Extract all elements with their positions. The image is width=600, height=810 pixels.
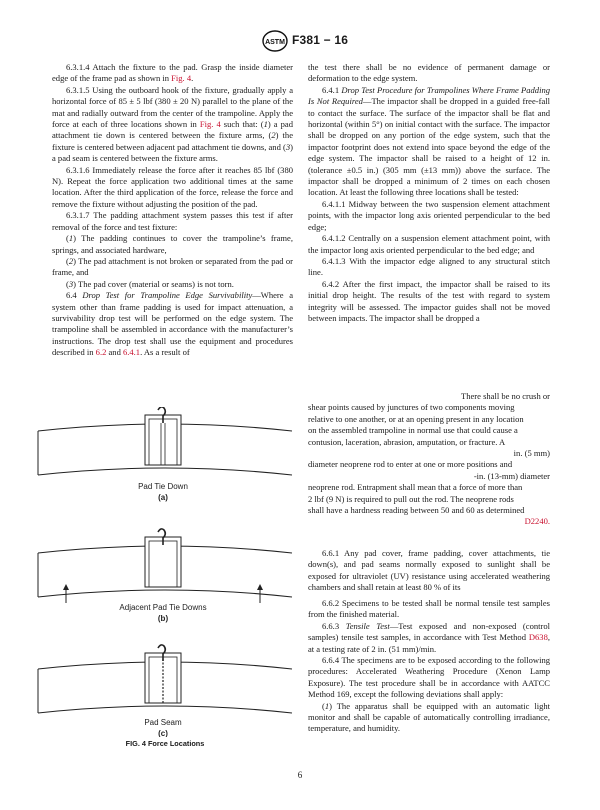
- paragraph: [52, 290, 293, 358]
- text-run: 6.4.1.2 Centrally on a suspension element attachment point, with the impactor long axis oriented perpendicular to the bed edge; and: [308, 233, 550, 255]
- text-run: (: [66, 278, 69, 289]
- paragraph: [308, 199, 550, 233]
- italic-text: 2: [68, 255, 74, 266]
- text-run: 6.4.1.3 With the impactor edge aligned to any structural stitch line.: [308, 255, 550, 278]
- paragraph: [308, 621, 550, 655]
- paragraph: [52, 233, 293, 256]
- right-column-top: [308, 62, 550, 324]
- text-run: ) the fixture is centered between adjacent pad attachment tie downs, and (: [52, 130, 293, 152]
- paragraph: [308, 655, 550, 701]
- right-column-bottom: [308, 598, 550, 735]
- text-run: ) The apparatus shall be equipped with an automatic light monitor and shall be capable of automatically controlling irradiance, temperature, and humidity.: [308, 700, 550, 734]
- panel-a: [38, 407, 292, 502]
- text-run: —Where a system other than frame padding is used for impact attenuation, a survivability drop test will be performed on the edge system. The trampoline shall be assembled in accordance with the manufacturer’s instructions. The drop test shall use the equipment and procedures described in: [52, 290, 293, 358]
- text-run: 6.6.4 The specimens are to be exposed according to the following procedures: Accelerated Weathering Procedure (Xenon Lamp Exposure). The test procedure shall be in accordance with AATCC Method 169, except the following deviations shall apply:: [308, 655, 550, 700]
- cross-reference-link[interactable]: Fig. 4: [199, 119, 221, 130]
- paragraph: [308, 85, 550, 199]
- text-line: contusion, laceration, abrasion, amputation, or fracture. A: [308, 436, 506, 447]
- cross-reference-link[interactable]: 6.2: [95, 347, 107, 358]
- italic-text: Drop Test Procedure for Trampolines Where Frame Padding Is Not Required: [308, 84, 550, 107]
- text-run: 6.4.1.1 Midway between the two suspension element attachment points, with the impactor long axis oriented perpendicular to the bed edge;: [308, 198, 550, 232]
- text-line: neoprene rod. Entrapment shall mean that a force of more than: [308, 482, 523, 493]
- text-run: .: [191, 73, 194, 84]
- italic-text: 1: [263, 119, 268, 130]
- panel-b-sub: (b): [157, 614, 169, 623]
- text-run: 6.3.1.4 Attach the fixture to the pad. Grasp the inside diameter edge of the frame pad as shown in: [52, 62, 293, 84]
- paragraph: [52, 210, 293, 233]
- text-run: 6.6.3: [322, 620, 346, 631]
- paragraph: [52, 165, 293, 211]
- cross-reference-link[interactable]: D2240.: [524, 516, 550, 527]
- text-line: shear points caused by junctures of two components moving: [308, 402, 515, 413]
- panel-c: [38, 645, 292, 737]
- text-line: There shall be no crush or: [461, 391, 550, 401]
- text-line: in. (5 mm): [513, 448, 550, 458]
- text-run: . As a result of: [140, 347, 190, 358]
- text-run: 6.4: [66, 290, 83, 301]
- italic-text: 1: [324, 700, 330, 711]
- panel-c-label: Pad Seam: [144, 718, 182, 727]
- paragraph: [308, 279, 550, 325]
- text-line: 2 lbf (9 N) is required to pull out the rod. The neoprene rods: [308, 493, 514, 504]
- text-run: 6.4.1: [322, 84, 342, 95]
- text-run: and: [106, 347, 123, 358]
- text-run: 6.4.2 After the first impact, the impactor shall be raised to its initial drop height. The results of the test with regard to system integrity will be assessed. The impactor guides shall not be moved between impacts. The impactor shall be dropped a: [308, 278, 550, 323]
- text-run: the test there shall be no evidence of permanent damage or deformation to the edge system.: [308, 62, 550, 84]
- cross-reference-link[interactable]: D638: [528, 632, 548, 643]
- text-line: on the assembled trampoline in normal use that could cause a: [308, 425, 518, 436]
- text-run: 6.3.1.6 Immediately release the force after it reaches 85 lbf (380 N). Repeat the force application two additional times at the same location. After the third application of the force, release the force and remove the fixture without adjusting the position of the pad.: [52, 164, 293, 209]
- text-run: (: [322, 700, 325, 711]
- panel-a-label: Pad Tie Down: [138, 482, 188, 491]
- paragraph: [308, 233, 550, 256]
- cross-reference-link[interactable]: 6.4.1: [122, 347, 141, 358]
- text-line: relative to one another, or at an opening present in any location: [308, 413, 524, 424]
- document-id: F381 − 16: [292, 33, 349, 47]
- text-run: , at a testing rate of 2 in. (51 mm)/min.: [308, 632, 550, 654]
- text-run: ) The pad attachment is not broken or separated from the pad or frame, and: [52, 255, 293, 278]
- italic-text: 3: [285, 141, 291, 152]
- text-run: 6.6.2 Specimens to be tested shall be normal tensile test samples from the finished material.: [308, 598, 550, 620]
- figure-caption: FIG. 4 Force Locations: [125, 739, 205, 748]
- page-header: [0, 30, 600, 52]
- paragraph: [52, 85, 293, 165]
- paragraph: [308, 548, 550, 594]
- italic-text: Drop Test for Trampoline Edge Survivability: [82, 290, 253, 301]
- text-run: ) The pad cover (material or seams) is not torn.: [73, 278, 234, 289]
- paragraph: [308, 598, 550, 621]
- panel-c-sub: (c): [158, 729, 168, 737]
- right-column-mid: [308, 548, 550, 594]
- italic-text: 3: [68, 278, 74, 289]
- paragraph: [308, 256, 550, 279]
- paragraph: [308, 62, 550, 85]
- force-locations-diagram: [36, 407, 294, 737]
- paragraph: [308, 701, 550, 735]
- text-line: -in. (13-mm) diameter: [473, 470, 550, 481]
- italic-text: Tensile Test: [345, 620, 390, 631]
- text-run: 6.3.1.7 The padding attachment system passes this test if after removal of the force and test fixture:: [52, 210, 293, 232]
- text-run: (: [66, 255, 69, 266]
- italic-text: 1: [68, 233, 74, 244]
- text-run: 6.6.1 Any pad cover, frame padding, cover attachments, tie down(s), and pad seams normally exposed to sunlight shall be exposed for ultraviolet (UV) resistance using accelerated weathering chambers and shall retain at least 80 % of its: [308, 548, 550, 593]
- cross-reference-link[interactable]: Fig. 4: [171, 73, 192, 84]
- text-run: ) The padding continues to cover the trampoline’s frame, springs, and associated hardware,: [52, 233, 293, 255]
- paragraph: [52, 279, 293, 290]
- svg-text:ASTM: ASTM: [265, 39, 285, 46]
- panel-b-label: Adjacent Pad Tie Downs: [119, 603, 207, 612]
- page-number: 6: [297, 770, 303, 780]
- text-run: —Test exposed and non-exposed (control samples) tensile test samples, in accordance with Test Method: [308, 620, 550, 643]
- text-run: 6.3.1.5 Using the outboard hook of the fixture, gradually apply a horizontal force of 85 ± 5 lbf (380 ± 20 N) parallel to the plane of the mat and radially outward from the center of the trampoline. Apply the force at each of three locations shown in: [52, 84, 293, 130]
- left-column: [52, 62, 293, 359]
- astm-logo-icon: [262, 30, 288, 52]
- paragraph: [52, 256, 293, 279]
- paragraph: [52, 62, 293, 85]
- italic-text: 2: [271, 130, 276, 141]
- text-run: such that: (: [220, 119, 264, 130]
- text-run: (: [66, 233, 69, 244]
- panel-a-sub: (a): [158, 493, 168, 502]
- text-run: —The impactor shall be dropped in a guided free-fall to contact the surface. The surface of the impactor shall be flat and horizontal (within 5°) on initial contact with the surface. The impactor shall be dropped on any portion of the edge system, such that the impactor footprint does not extend into space beyond the edge of the edge system. The impactor shall be raised to a height of 12 in. (tolerance ±0.5 in.) (305 mm (±13 mm)) above the surface. The impactor shall be dropped a minimum of 2 times on each chosen location. At least the following three locations shall be tested:: [308, 96, 550, 198]
- figure-4: [36, 407, 294, 760]
- text-run: ) a pad seam is centered between the fixture arms.: [52, 141, 293, 164]
- text-run: ) a pad attachment tie down is centered between the fixture arms, (: [52, 119, 293, 141]
- text-line: shall have a hardness reading between 50 and 60 as determined: [308, 505, 525, 515]
- text-line: diameter neoprene rod to enter at one or more positions and: [308, 459, 513, 470]
- panel-b: [38, 529, 292, 623]
